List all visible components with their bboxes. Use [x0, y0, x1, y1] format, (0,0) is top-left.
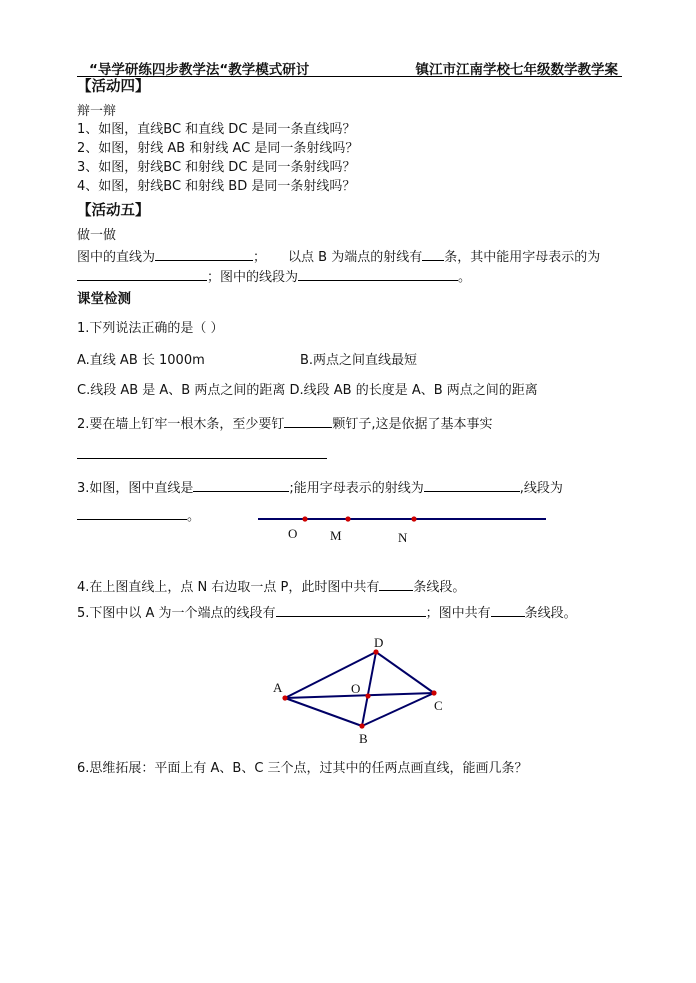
line-figure — [250, 505, 555, 550]
check-q5-c: 条线段。 — [524, 606, 577, 621]
check-q4-a: 4.在上图直线上，点 N 右边取一点 P，此时图中共有 — [77, 580, 380, 595]
blank-q5-count[interactable] — [491, 602, 525, 617]
label-m: M — [330, 528, 342, 543]
point-b — [359, 723, 364, 728]
label-c: C — [434, 698, 443, 713]
blank-fact[interactable] — [77, 457, 327, 459]
check-q3-a: 3.如图，图中直线是 — [77, 481, 194, 496]
check-q1: 1.下列说法正确的是（ ） — [77, 321, 224, 336]
point-c — [431, 690, 436, 695]
segment-db — [362, 652, 376, 726]
point-m — [345, 516, 350, 521]
activity5-line1-a: 图中的直线为 — [77, 250, 156, 265]
point-n — [411, 516, 416, 521]
check-q5-a: 5.下图中以 A 为一个端点的线段有 — [77, 606, 276, 621]
activity5-line1 — [77, 246, 600, 267]
check-q3-end: 。 — [187, 509, 201, 524]
activity4-q1: 1、如图，直线BC 和直线 DC 是同一条直线吗？ — [77, 122, 356, 137]
check-q4-b: 条线段。 — [413, 580, 466, 595]
check-title: 课堂检测 — [77, 291, 131, 307]
label-b: B — [359, 731, 368, 746]
activity4-q4: 4、如图，射线BC 和射线 BD 是同一条射线吗？ — [77, 179, 356, 194]
activity4-title: 【活动四】 — [77, 79, 150, 95]
segment-ad — [285, 652, 376, 698]
activity4-q2: 2、如图，射线 AB 和射线 AC 是同一条射线吗？ — [77, 141, 359, 156]
check-q3-c: ,线段为 — [519, 481, 563, 496]
check-q3-line2 — [77, 505, 200, 526]
label-o-center: O — [351, 681, 361, 696]
quad-figure — [265, 630, 455, 750]
label-n: N — [398, 530, 408, 545]
blank-q4[interactable] — [379, 576, 413, 591]
blank-q3-lines[interactable] — [193, 477, 289, 492]
activity5-line1-b: ； — [253, 250, 267, 265]
segment-cb — [362, 693, 434, 726]
header-left: “导学研练四步教学法“教学模式研讨 — [89, 62, 310, 78]
check-q2-a: 2.要在墙上钉牢一根木条，至少要钉 — [77, 417, 285, 432]
header-right: 镇江市江南学校七年级数学教学案 — [415, 62, 618, 78]
activity4-q3: 3、如图，射线BC 和射线 DC 是同一条射线吗？ — [77, 160, 356, 175]
activity5-line2-a: ；图中的线段为 — [207, 270, 299, 285]
page-header — [77, 56, 622, 77]
blank-segments[interactable] — [298, 266, 458, 281]
check-q2-b: 颗钉子,这是依据了基本事实 — [332, 417, 493, 432]
activity5-title: 【活动五】 — [77, 203, 150, 219]
point-o — [302, 516, 307, 521]
label-a: A — [273, 680, 283, 695]
blank-q3-rays[interactable] — [424, 477, 520, 492]
point-d — [373, 649, 378, 654]
check-q6: 6.思维拓展：平面上有 A、B、C 三个点，过其中的任两点画直线，能画几条？ — [77, 761, 528, 776]
check-q1-a: A.直线 AB 长 1000m — [77, 353, 205, 368]
activity5-line1-c: 以点 B 为端点的射线有 — [288, 250, 423, 265]
activity5-subtitle: 做一做 — [77, 228, 117, 243]
blank-nail-count[interactable] — [284, 413, 332, 428]
label-o: O — [288, 526, 298, 541]
blank-lines[interactable] — [155, 246, 253, 261]
check-q3 — [77, 477, 563, 498]
blank-q3-segments[interactable] — [77, 505, 187, 520]
activity5-line2-b: 。 — [458, 270, 472, 285]
check-q3-b: ;能用字母表示的射线为 — [289, 481, 424, 496]
check-q5-b: ；图中共有 — [425, 606, 491, 621]
check-q1-cd: C.线段 AB 是 A、B 两点之间的距离 D.线段 AB 的长度是 A、B 两点之间的距离 — [77, 383, 538, 398]
label-d: D — [374, 635, 384, 650]
check-q4 — [77, 576, 465, 597]
check-q5 — [77, 602, 577, 623]
check-q2 — [77, 413, 493, 434]
point-a — [282, 695, 287, 700]
blank-ray-count[interactable] — [422, 246, 444, 261]
point-o2 — [365, 693, 370, 698]
blank-rays[interactable] — [77, 266, 207, 281]
segment-ba — [285, 698, 362, 726]
activity5-line2 — [77, 266, 471, 287]
segment-dc — [376, 652, 434, 693]
activity5-line1-d: 条，其中能用字母表示的为 — [444, 250, 601, 265]
check-q1-b: B.两点之间直线最短 — [300, 353, 418, 368]
activity4-subtitle: 辩一辩 — [77, 104, 117, 119]
blank-q5-segments[interactable] — [276, 602, 426, 617]
